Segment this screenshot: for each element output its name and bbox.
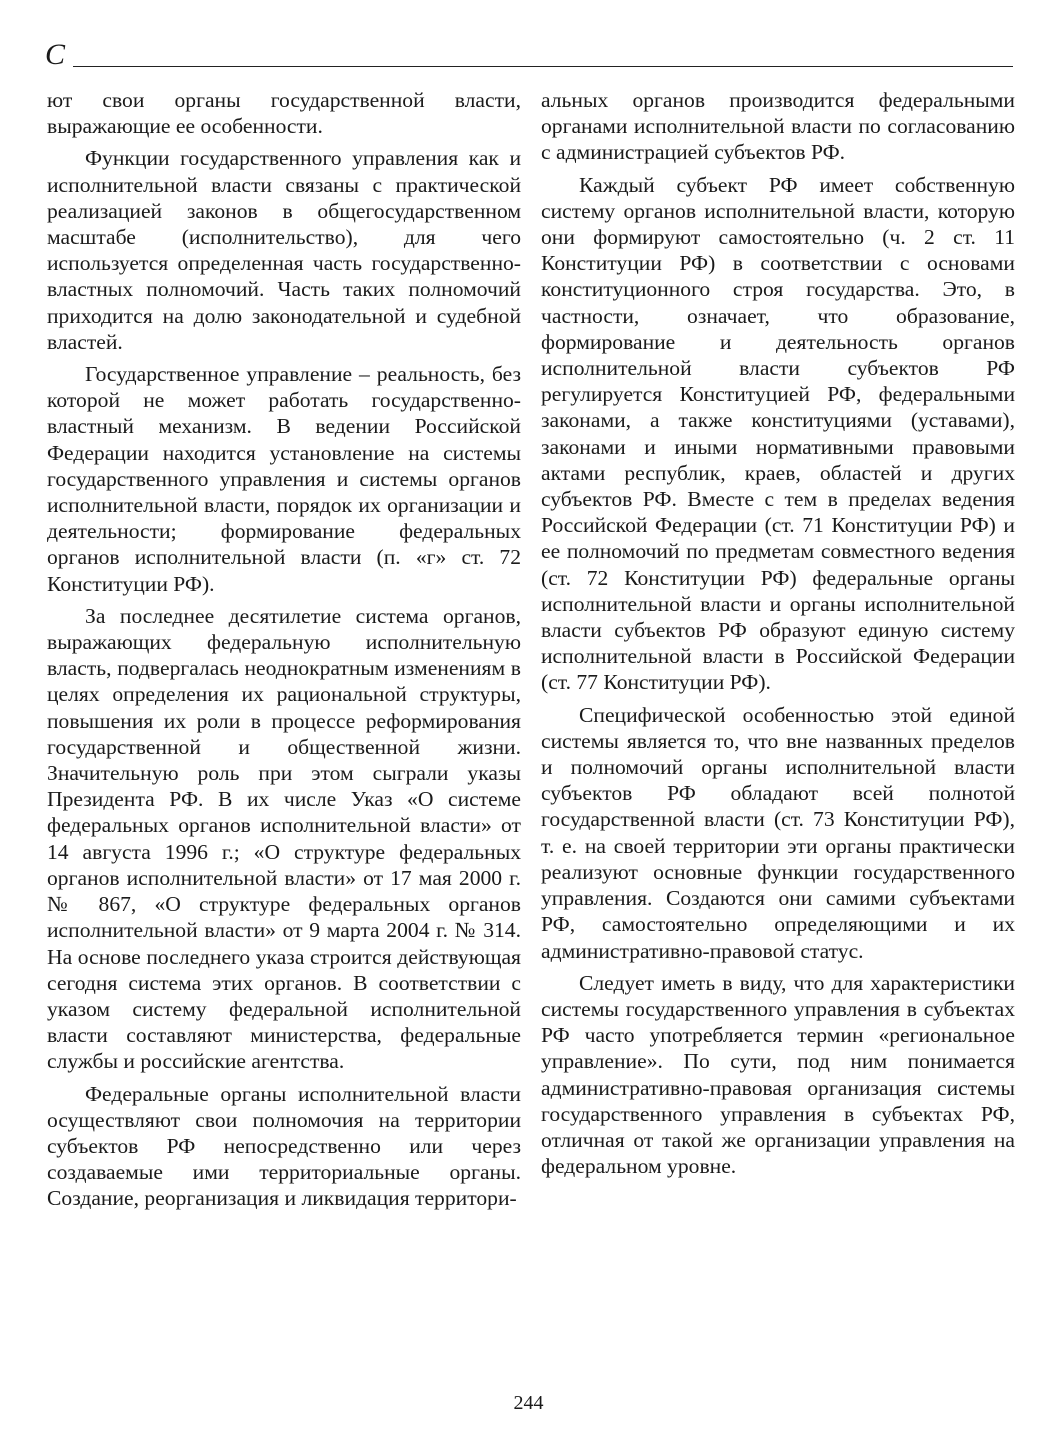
paragraph: Государственное управление – реальность, без которой не может работать государственно-властный механизм. В ведении Российской Федерации находится установление на системы государственного управления и системы органов исполнительной власти, порядок их организации и деятельности; формирование федеральных органов исполнительной власти (п. «г» ст. 72 Конституции РФ). [47, 362, 521, 596]
section-letter: С [45, 38, 66, 71]
paragraph: Федеральные органы исполнительной власти осуществляют свои полномочия на территории субъектов РФ непосредственно или через создаваемые ими территориальные органы. Создание, реорганизация и ликвидация территори- [47, 1081, 521, 1211]
left-column [47, 87, 521, 1218]
paragraph: Специфической особенностью этой единой системы является то, что вне названных пределов и полномочий органы исполнительной власти субъектов РФ обладают всей полнотой государственной власти (ст. 73 Конституции РФ), т. е. на своей территории эти органы практически реализуют основные функции государственного управления. Создаются они самими субъектами РФ, самостоятельно определяющими и их административно-правовой статус. [541, 702, 1015, 963]
paragraph: Каждый субъект РФ имеет собственную систему органов исполнительной власти, которую они формируют самостоятельно (ч. 2 ст. 11 Конституции РФ) в соответствии с основами конституционного строя государства. Это, в частности, означает, что образование, формирование и деятельность органов исполнительной власти субъектов РФ регулируется Конституцией РФ, федеральными законами, а также конституциями (уставами), законами и иными нормативными правовыми актами республик, краев, областей и других субъектов РФ. Вместе с тем в пределах ведения Российской Федерации (ст. 71 Конституции РФ) и ее полномочий по предметам совместного ведения (ст. 72 Конституции РФ) федеральные органы исполнительной власти и органы исполнительной власти субъектов РФ образуют единую систему исполнительной власти в Российской Федерации (ст. 77 Конституции РФ). [541, 172, 1015, 695]
running-header [45, 38, 1013, 70]
page-number: 244 [513, 1392, 544, 1414]
right-column [541, 87, 1015, 1185]
paragraph-continued: альных органов производится федеральными органами исполнительной власти по согласованию с администрацией субъектов РФ. [541, 88, 1015, 165]
paragraph: Следует иметь в виду, что для характеристики системы государственного управления в субъектах РФ часто употребляется термин «региональное управление». По сути, под ним понимается административно-правовая организация системы государственного управления в субъектах РФ, отличная от такой же организации управления на федеральном уровне. [541, 970, 1015, 1179]
paragraph: За последнее десятилетие система органов, выражающих федеральную исполнительную власть, подвергалась неоднократным изменениям в целях определения их рациональной структуры, повышения их роли в процессе реформирования государственной и общественной жизни. Значительную роль при этом сыграли указы Президента РФ. В их числе Указ «О системе федеральных органов исполнительной власти» от 14 августа 1996 г.; «О структуре федеральных органов исполнительной власти» от 17 мая 2000 г. № 867, «О структуре федеральных органов исполнительной власти» от 9 марта 2004 г. № 314. На основе последнего указа строится действующая сегодня система этих органов. В соответствии с указом систему федеральной исполнительной власти составляют министерства, федеральные службы и российские агентства. [47, 603, 521, 1074]
header-rule [73, 66, 1013, 67]
paragraph-continued: ют свои органы государственной власти, выражающие ее особенности. [47, 88, 521, 139]
paragraph: Функции государственного управления как и исполнительной власти связаны с практической реализацией законов в общегосударственном масштабе (исполнительство), для чего используется определенная часть государственно-властных полномочий. Часть таких полномочий приходится на долю законодательной и судебной властей. [47, 146, 521, 354]
